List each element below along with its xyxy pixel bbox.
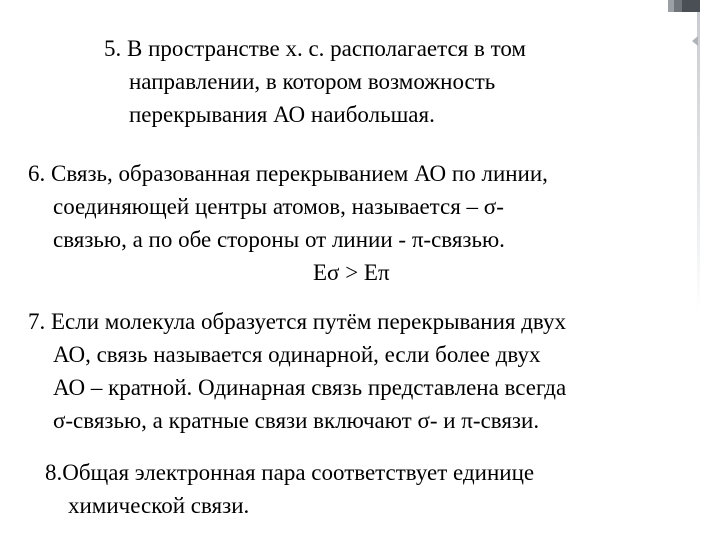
corner-decoration — [668, 0, 700, 12]
decor-bar-dark — [682, 0, 700, 12]
energy-comparison-formula: Eσ > Eπ — [313, 260, 390, 285]
item-7-line-4: σ-связью, а кратные связи включают σ- и π-связи. — [53, 408, 540, 433]
item-5-line-2: направлении, в котором возможность — [129, 69, 496, 94]
item-5-line-1: 5. В пространстве х. с. располагается в том — [104, 36, 526, 61]
item-7-line-2: АО, связь называется одинарной, если более двух — [53, 342, 541, 367]
item-7-line-1: 7. Если молекула образуется путём перекрывания двух — [28, 309, 567, 334]
side-triangle-icon — [692, 36, 698, 46]
item-5 — [104, 32, 526, 131]
item-6-line-3: связью, а по обе стороны от линии - π-связью. — [53, 227, 505, 252]
side-rule — [697, 12, 700, 312]
item-8-line-2: химической связи. — [68, 493, 250, 518]
item-6 — [28, 157, 548, 289]
item-7 — [28, 305, 566, 437]
item-7-line-3: АО – кратной. Одинарная связь представлена всегда — [53, 375, 567, 400]
item-6-line-2: соединяющей центры атомов, называется – σ- — [53, 194, 504, 219]
item-8 — [45, 456, 534, 522]
item-6-line-1: 6. Связь, образованная перекрыванием АО по линии, — [28, 161, 548, 186]
decor-bar-mid — [674, 0, 682, 12]
item-5-line-3: перекрывания АО наибольшая. — [129, 102, 435, 127]
item-8-line-1: 8.Общая электронная пара соответствует единице — [45, 460, 535, 485]
